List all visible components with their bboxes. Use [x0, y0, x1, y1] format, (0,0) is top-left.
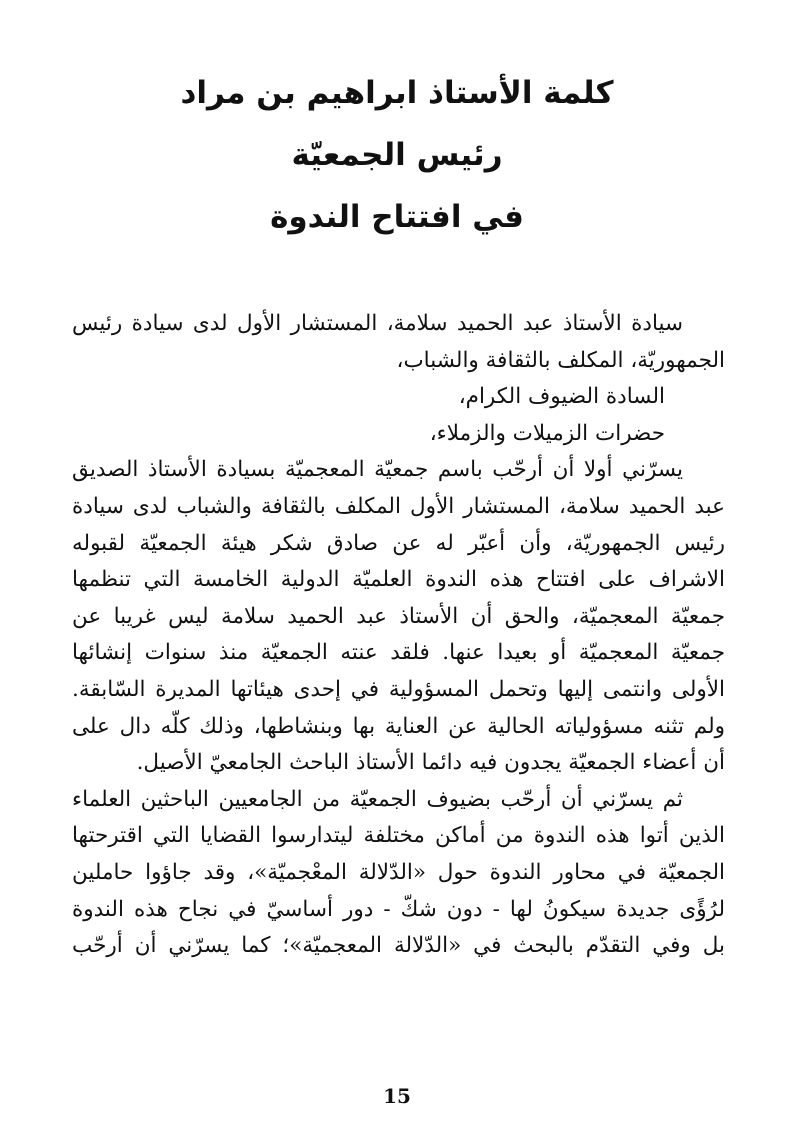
text-line: الأولى وانتمى إليها وتحمل المسؤولية في إحدى هيئاتها المديرة السّابقة.: [72, 676, 725, 702]
text-line: السادة الضيوف الكرام،: [458, 384, 665, 410]
text-line: ولم تثنه مسؤولياته الحالية عن العناية بها وبنشاطها، وذلك كلّه دال على: [72, 713, 725, 739]
text-line: رئيس الجمهوريّة، وأن أعبّر له عن صادق شكر هيئة الجمعيّة لقبوله: [72, 530, 725, 556]
speech-text: [72, 306, 725, 965]
text-line: الذين أتوا هذه الندوة من أماكن مختلفة ليتدارسوا القضايا التي اقترحتها: [72, 823, 725, 849]
text-line: الجمهوريّة، المكلف بالثقافة والشباب،: [396, 347, 725, 373]
text-line: الجمعيّة في محاور الندوة حول «الدّلالة المعْجميّة»، وقد جاؤوا حاملين: [72, 859, 725, 885]
heading-block: [0, 62, 794, 248]
heading-line-occasion: في افتتاح الندوة: [270, 199, 524, 235]
text-line: ثم يسرّني أن أرحّب بضيوف الجمعيّة من الجامعيين الباحثين العلماء: [72, 786, 683, 812]
text-line: الاشراف على افتتاح هذه الندوة العلميّة الدولية الخامسة التي تنظمها: [72, 567, 725, 593]
text-line: أن أعضاء الجمعيّة يجدون فيه دائما الأستاذ الباحث الجامعيّ الأصيل.: [136, 750, 725, 776]
page-number: 15: [383, 1084, 411, 1108]
text-line: سيادة الأستاذ عبد الحميد سلامة، المستشار الأول لدى سيادة رئيس: [72, 311, 683, 336]
text-line: عبد الحميد سلامة، المستشار الأول المكلف بالثقافة والشباب لدى سيادة: [72, 493, 725, 519]
text-line: يسرّني أولا أن أرحّب باسم جمعيّة المعجميّة بسيادة الأستاذ الصديق: [72, 457, 683, 483]
heading-line-speaker: كلمة الأستاذ ابراهيم بن مراد: [180, 75, 614, 111]
text-line: لرُؤًى جديدة سيكونُ لها - دون شكّ - دور أساسيّ في نجاح هذه الندوة: [72, 896, 725, 922]
heading-line-role: رئيس الجمعيّة: [291, 137, 503, 173]
text-line: جمعيّة المعجميّة، والحق أن الأستاذ عبد الحميد سلامة ليس غريبا عن: [72, 603, 725, 629]
text-line: بل وفي التقدّم بالبحث في «الدّلالة المعجميّة»؛ كما يسرّني أن أرحّب: [72, 933, 725, 959]
text-line: جمعيّة المعجميّة أو بعيدا عنها. فلقد عنته الجمعيّة منذ سنوات إنشائها: [72, 640, 725, 666]
text-line: حضرات الزميلات والزملاء،: [429, 420, 665, 446]
